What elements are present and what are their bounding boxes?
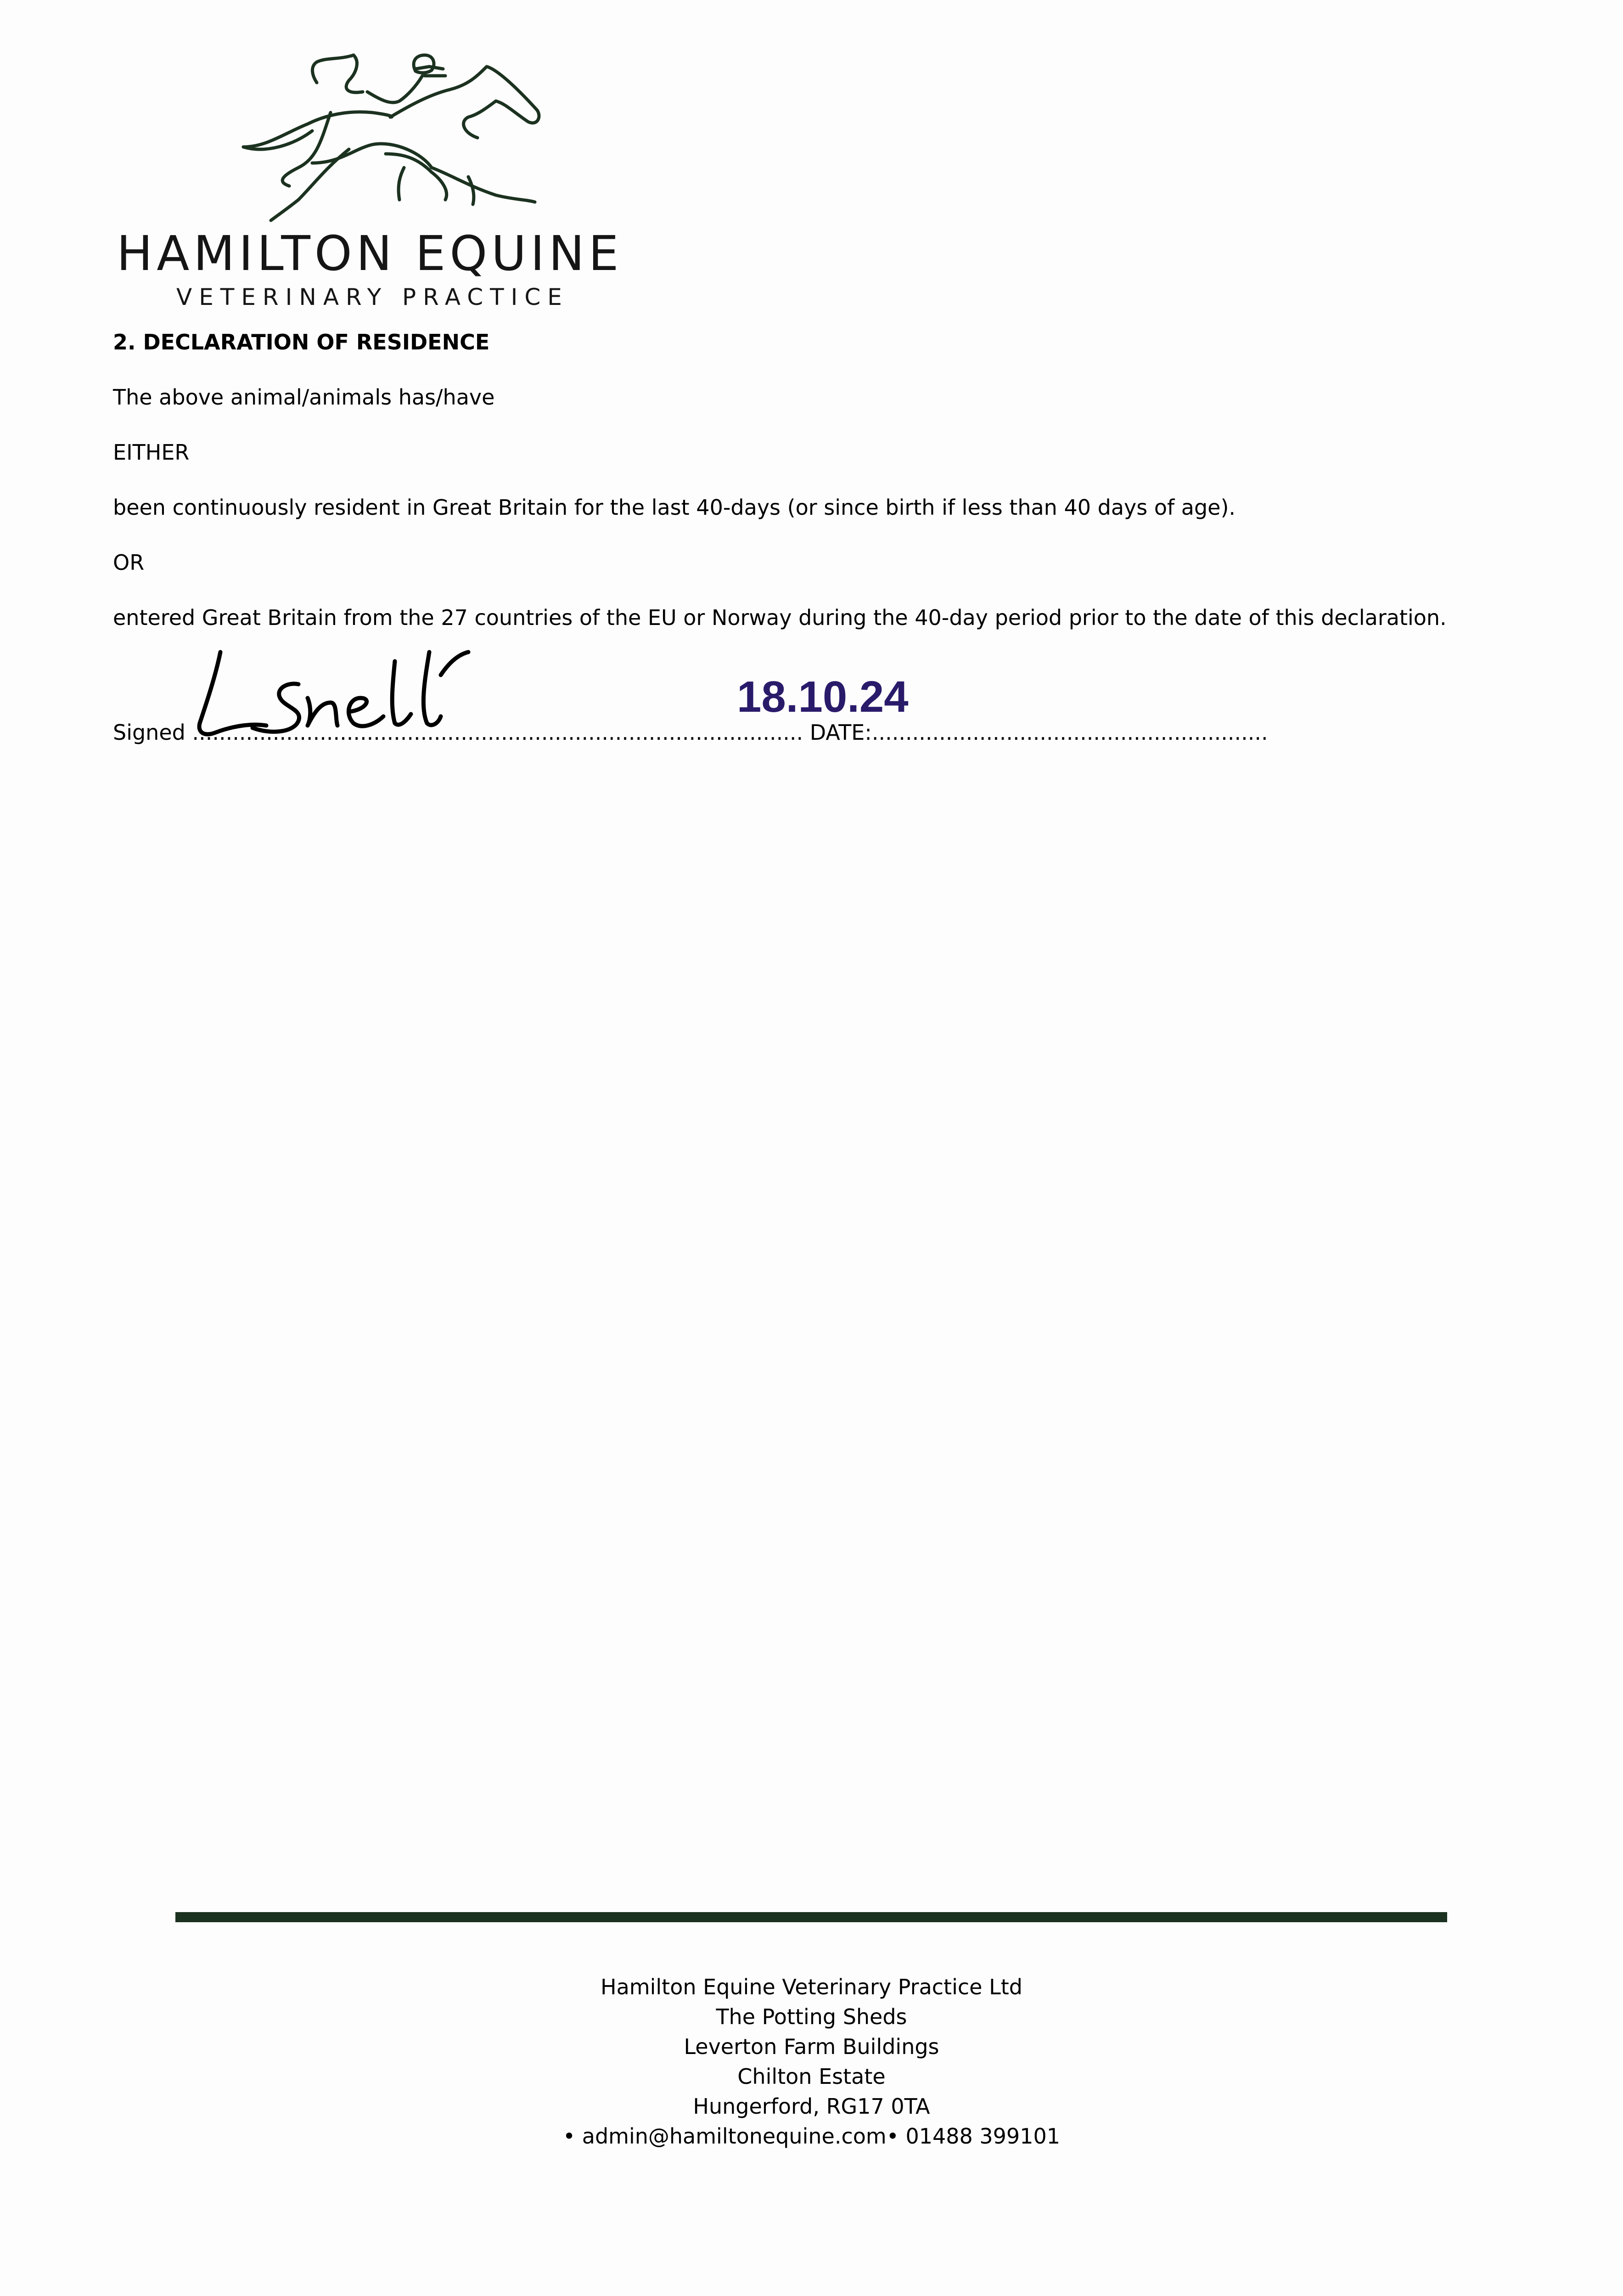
stamped-date: 18.10.24 [737, 672, 909, 721]
brand-subtitle: VETERINARY PRACTICE [176, 284, 569, 310]
handwritten-signature [184, 634, 514, 753]
footer-address [0, 1972, 1623, 2151]
signed-label: Signed [113, 720, 185, 745]
or-label: OR [113, 550, 145, 575]
horse-and-jockey-icon [174, 48, 569, 232]
brand-name: HAMILTON EQUINE [117, 225, 623, 281]
footer-contact: • admin@hamiltonequine.com• 01488 399101 [563, 2124, 1060, 2149]
footer-address-line: Chilton Estate [737, 2064, 886, 2089]
footer-address-line: Leverton Farm Buildings [684, 2034, 939, 2059]
option-2-text: entered Great Britain from the 27 countries of the EU or Norway during the 40-day period prior to the date of this declaration. [113, 605, 1447, 630]
footer-address-line: Hungerford, RG17 0TA [693, 2094, 930, 2119]
footer-address-line: The Potting Sheds [716, 2004, 907, 2029]
date-dots: ........................................................... [871, 720, 1268, 745]
date-label: DATE: [809, 720, 872, 745]
section-heading: 2. DECLARATION OF RESIDENCE [113, 330, 490, 355]
option-1-text: been continuously resident in Great Britain for the last 40-days (or since birth if less than 40 days of age). [113, 495, 1236, 520]
footer-company: Hamilton Equine Veterinary Practice Ltd [601, 1975, 1022, 1999]
signed-dots: ........................................................................................... [192, 720, 803, 745]
intro-text: The above animal/animals has/have [113, 385, 495, 410]
either-label: EITHER [113, 440, 190, 465]
footer-divider [175, 1912, 1447, 1922]
